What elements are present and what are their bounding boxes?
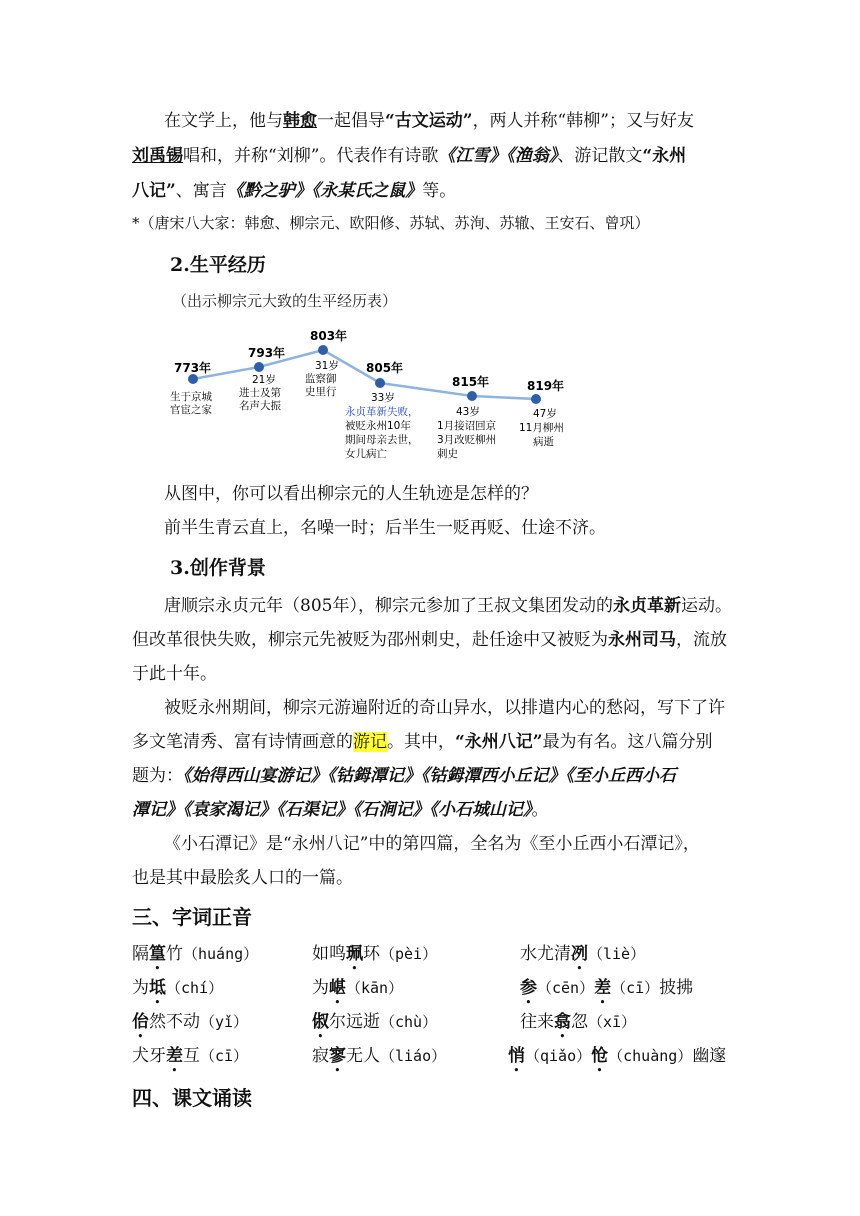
timeline-label: 43岁 bbox=[456, 406, 480, 418]
pronunciation-entry bbox=[132, 939, 258, 974]
bg-p1-line3: 于此十年。 bbox=[132, 664, 217, 684]
pronunciation-entry bbox=[312, 939, 437, 974]
word-text: 水尤清 bbox=[520, 944, 571, 964]
word-text: 环 bbox=[363, 944, 380, 964]
timeline-label: 名声大振 bbox=[239, 400, 281, 412]
word-text: 无人 bbox=[346, 1046, 380, 1066]
emphasized-char: 佁 bbox=[132, 1012, 149, 1032]
emphasized-char: 翕 bbox=[554, 1012, 571, 1032]
pronunciation-entry bbox=[132, 973, 223, 1008]
text: ，两人并称“韩柳”；又与好友 bbox=[472, 111, 694, 131]
name-liu-yuxi: 刘禹锡 bbox=[132, 146, 183, 166]
text: 但改革很快失败，柳宗元先被贬为邵州刺史，赴任途中又被贬为 bbox=[132, 630, 608, 650]
bg-p1-line2 bbox=[132, 625, 727, 655]
pinyin: （cēn） bbox=[537, 979, 595, 997]
text: 运动。 bbox=[680, 596, 732, 616]
bg-p3-line2: 也是其中最脍炙人口的一篇。 bbox=[132, 868, 353, 888]
text: 、游记散文 bbox=[557, 146, 643, 166]
text: 等。 bbox=[422, 181, 457, 201]
emphasized-char: 坻 bbox=[149, 978, 166, 998]
timeline-label: 监察御 bbox=[305, 373, 337, 385]
timeline-year: 819年 bbox=[527, 379, 565, 393]
term-yongzhen: 永贞革新 bbox=[612, 596, 681, 616]
timeline-label: 永贞革新失败， bbox=[345, 406, 419, 418]
text: 题为： bbox=[132, 766, 183, 786]
text: 多文笔清秀、富有诗情画意的 bbox=[132, 732, 353, 752]
word-text: 忽 bbox=[571, 1012, 588, 1032]
timeline-year: 793年 bbox=[248, 346, 286, 360]
timeline-year: 815年 bbox=[452, 375, 490, 389]
bg-p3-line1: 《小石潭记》是“永州八记”中的第四篇，全名为《至小丘西小石潭记》， bbox=[164, 834, 700, 854]
pronunciation-entry bbox=[132, 1041, 248, 1076]
section-heading-life: 2.生平经历 bbox=[170, 254, 266, 276]
timeline-label: 31岁 bbox=[315, 360, 339, 372]
eight-masters-note: *（唐宋八大家：韩愈、柳宗元、欧阳修、苏轼、苏洵、苏辙、王安石、曾巩） bbox=[132, 214, 650, 232]
text: 。其中， bbox=[387, 732, 455, 752]
pinyin: （liè） bbox=[588, 945, 646, 963]
life-timeline-figure bbox=[160, 322, 590, 472]
timeline-year: 773年 bbox=[174, 361, 212, 375]
term-yongzhou-sima: 永州司马 bbox=[608, 630, 676, 650]
highlighted-word: 游记 bbox=[353, 732, 387, 752]
emphasized-char: 怆 bbox=[591, 1046, 609, 1066]
timeline-year: 805年 bbox=[366, 361, 404, 375]
section-heading-background: 3.创作背景 bbox=[170, 557, 266, 579]
text: 最为有名。这八篇分别 bbox=[542, 732, 713, 752]
word-text: 尔远逝 bbox=[329, 1012, 380, 1032]
emphasized-char: 珮 bbox=[346, 944, 363, 964]
timeline-node-805 bbox=[375, 378, 385, 388]
timeline-label: 官宦之家 bbox=[170, 404, 212, 416]
timeline-node-815 bbox=[467, 391, 477, 401]
works-poems: 《江雪》《渔翁》 bbox=[438, 146, 558, 166]
timeline-label: 生于京城 bbox=[170, 391, 212, 403]
pinyin: （chí） bbox=[166, 979, 224, 997]
timeline-label: 期间母亲去世， bbox=[345, 434, 419, 446]
pronunciation-entry bbox=[312, 973, 403, 1008]
timeline-label: 3月改贬柳州 bbox=[437, 434, 497, 446]
word-text: 犬牙 bbox=[132, 1046, 166, 1066]
text: 、寓言 bbox=[175, 181, 227, 201]
pinyin: （chù） bbox=[380, 1013, 438, 1031]
timeline-node-803 bbox=[318, 345, 328, 355]
word-text: 竹 bbox=[166, 944, 183, 964]
timeline-label: 21岁 bbox=[252, 374, 276, 386]
pronunciation-entry bbox=[520, 939, 645, 974]
intro-line-2 bbox=[132, 141, 686, 171]
word-text: 披拂 bbox=[659, 978, 694, 998]
pinyin: （xī） bbox=[588, 1013, 637, 1031]
pronunciation-entry bbox=[520, 973, 693, 1008]
pinyin: （qiǎo） bbox=[525, 1047, 592, 1065]
word-text: 互 bbox=[183, 1046, 200, 1066]
timeline-label: 被贬永州10年 bbox=[345, 420, 411, 432]
emphasized-char: 篁 bbox=[149, 944, 166, 964]
eight-titles: 《始得西山宴游记》《钴鉧潭记》《钴鉧潭西小丘记》《至小丘西小石 bbox=[183, 766, 676, 786]
intro-line-1 bbox=[164, 106, 694, 136]
text: 。 bbox=[531, 800, 549, 820]
timeline-label: 11月柳州 bbox=[519, 422, 564, 434]
timeline-label: 刺史 bbox=[437, 448, 458, 460]
timeline-label: 史里行 bbox=[305, 386, 337, 398]
word-text: 寂 bbox=[312, 1046, 329, 1066]
timeline-label: 33岁 bbox=[371, 392, 395, 404]
text: 唱和，并称“刘柳”。代表作有诗歌 bbox=[183, 146, 439, 166]
name-han-yu: 韩愈 bbox=[283, 111, 317, 131]
pinyin: （pèi） bbox=[380, 945, 438, 963]
text: ，流放 bbox=[676, 630, 727, 650]
timeline-label: 47岁 bbox=[533, 408, 557, 420]
pronunciation-entry bbox=[312, 1007, 437, 1042]
timeline-node-793 bbox=[254, 362, 264, 372]
bg-p1-line1 bbox=[164, 591, 732, 621]
bg-p2-line3 bbox=[132, 761, 676, 791]
word-text: 如鸣 bbox=[312, 944, 346, 964]
bg-p2-line4 bbox=[132, 795, 549, 825]
timeline-node-819 bbox=[531, 394, 541, 404]
intro-line-3 bbox=[132, 176, 456, 206]
works-fables: 《黔之驴》《永某氏之鼠》 bbox=[226, 181, 423, 201]
word-text: 幽邃 bbox=[692, 1046, 727, 1066]
word-text: 隔 bbox=[132, 944, 149, 964]
timeline-node-773 bbox=[188, 374, 198, 384]
bg-p2-line1: 被贬永州期间，柳宗元游遍附近的奇山异水，以排遣内心的愁闷，写下了许 bbox=[164, 698, 725, 718]
timeline-label: 进士及第 bbox=[239, 387, 281, 399]
timeline-label: 病逝 bbox=[533, 436, 554, 448]
works-youji-end: 八记” bbox=[132, 181, 176, 201]
works-youji: “永州 bbox=[642, 146, 687, 166]
pinyin: （cī） bbox=[200, 1047, 249, 1065]
answer-text: 前半生青云直上，名噪一时；后半生一贬再贬、仕途不济。 bbox=[164, 518, 606, 538]
section-heading-pronunciation: 三、字词正音 bbox=[132, 905, 252, 929]
word-text: 然不动 bbox=[149, 1012, 200, 1032]
bg-p2-line2 bbox=[132, 727, 713, 757]
pronunciation-entry bbox=[132, 1007, 248, 1042]
text: 一起倡导 bbox=[317, 111, 385, 131]
term-yongzhou-baji: “永州八记” bbox=[455, 732, 543, 752]
text: 唐顺宗永贞元年（805年），柳宗元参加了王叔文集团发动的 bbox=[164, 596, 613, 616]
word-text: 为 bbox=[132, 978, 149, 998]
pinyin: （huáng） bbox=[183, 945, 259, 963]
term-guwen: “古文运动” bbox=[385, 111, 473, 131]
emphasized-char: 冽 bbox=[571, 944, 588, 964]
pinyin: （cī） bbox=[611, 979, 660, 997]
pinyin: （yǐ） bbox=[200, 1013, 249, 1031]
pinyin: （kān） bbox=[346, 979, 404, 997]
eight-titles-cont: 潭记》《袁家渴记》《石渠记》《石涧记》《小石城山记》 bbox=[132, 800, 532, 820]
text: 在文学上，他与 bbox=[164, 111, 283, 131]
pinyin: （liáo） bbox=[380, 1047, 447, 1065]
pinyin: （chuàng） bbox=[608, 1047, 693, 1065]
word-text: 为 bbox=[312, 978, 329, 998]
emphasized-char: 差 bbox=[166, 1046, 183, 1066]
question-text: 从图中，你可以看出柳宗元的人生轨迹是怎样的？ bbox=[164, 484, 538, 504]
emphasized-char: 差 bbox=[594, 978, 612, 998]
emphasized-char: 俶 bbox=[312, 1012, 329, 1032]
pronunciation-entry bbox=[520, 1007, 636, 1042]
timeline-caption: （出示柳宗元大致的生平经历表） bbox=[172, 292, 398, 310]
emphasized-char: 寥 bbox=[329, 1046, 346, 1066]
section-heading-reading: 四、课文诵读 bbox=[132, 1086, 252, 1110]
pronunciation-entry bbox=[508, 1041, 726, 1076]
emphasized-char: 参 bbox=[520, 978, 537, 998]
word-text: 往来 bbox=[520, 1012, 554, 1032]
emphasized-char: 嵁 bbox=[329, 978, 346, 998]
timeline-label: 1月接诏回京 bbox=[437, 420, 497, 432]
timeline-year: 803年 bbox=[310, 329, 348, 343]
timeline-label: 女儿病亡 bbox=[345, 448, 387, 460]
emphasized-char: 悄 bbox=[508, 1046, 525, 1066]
pronunciation-entry bbox=[312, 1041, 446, 1076]
